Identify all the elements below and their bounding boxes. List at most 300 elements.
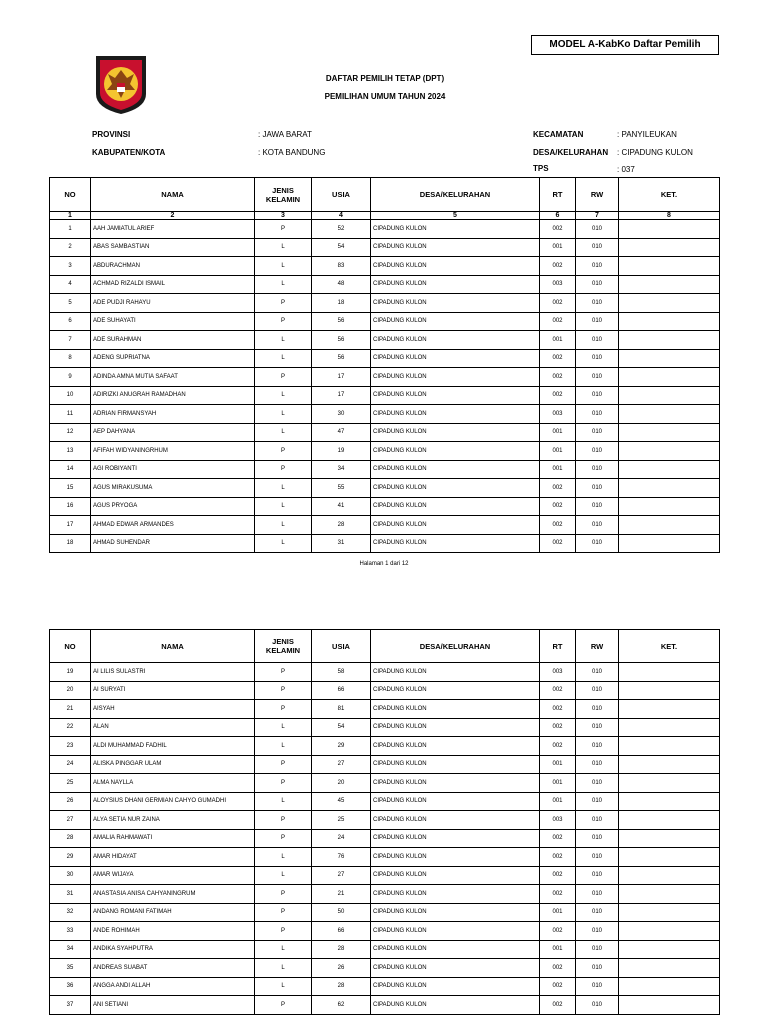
col-header-desa: DESA/KELURAHAN <box>371 630 540 663</box>
cell-ket <box>619 368 720 387</box>
cell-rw: 010 <box>576 829 619 848</box>
cell-no: 25 <box>50 774 91 793</box>
cell-rw: 010 <box>576 275 619 294</box>
cell-usia: 50 <box>312 903 371 922</box>
cell-rw: 010 <box>576 294 619 313</box>
table-row <box>50 774 720 793</box>
table-row <box>50 663 720 682</box>
cell-desa: CIPADUNG KULON <box>371 681 540 700</box>
cell-desa: CIPADUNG KULON <box>371 497 540 516</box>
cell-desa: CIPADUNG KULON <box>371 442 540 461</box>
cell-jk: P <box>255 460 312 479</box>
cell-jk: L <box>255 405 312 424</box>
cell-nama: AMAR HIDAYAT <box>91 848 255 867</box>
cell-usia: 83 <box>312 257 371 276</box>
cell-desa: CIPADUNG KULON <box>371 848 540 867</box>
cell-rt: 002 <box>540 220 576 239</box>
col-header-no: NO <box>50 178 91 212</box>
cell-desa: CIPADUNG KULON <box>371 516 540 535</box>
cell-jk: P <box>255 885 312 904</box>
cell-jk: L <box>255 349 312 368</box>
col-number: 5 <box>371 212 540 220</box>
cell-rw: 010 <box>576 755 619 774</box>
table-row <box>50 959 720 978</box>
cell-usia: 66 <box>312 922 371 941</box>
cell-rw: 010 <box>576 368 619 387</box>
table-row <box>50 866 720 885</box>
cell-rw: 010 <box>576 922 619 941</box>
cell-ket <box>619 275 720 294</box>
kpu-logo <box>90 50 152 116</box>
col-header-usia: USIA <box>312 178 371 212</box>
cell-usia: 31 <box>312 534 371 553</box>
cell-jk: P <box>255 811 312 830</box>
cell-ket <box>619 774 720 793</box>
table-row <box>50 996 720 1015</box>
table-row <box>50 331 720 350</box>
cell-rw: 010 <box>576 996 619 1015</box>
cell-desa: CIPADUNG KULON <box>371 977 540 996</box>
cell-nama: ANDE ROHIMAH <box>91 922 255 941</box>
cell-rt: 002 <box>540 497 576 516</box>
table-row <box>50 460 720 479</box>
cell-rw: 010 <box>576 423 619 442</box>
table-row <box>50 238 720 257</box>
cell-no: 8 <box>50 349 91 368</box>
cell-jk: L <box>255 275 312 294</box>
table-row <box>50 386 720 405</box>
cell-usia: 28 <box>312 516 371 535</box>
cell-rw: 010 <box>576 959 619 978</box>
cell-nama: AISYAH <box>91 700 255 719</box>
cell-ket <box>619 534 720 553</box>
cell-no: 36 <box>50 977 91 996</box>
col-header-jenis-kelamin: JENIS KELAMIN <box>255 630 312 663</box>
cell-jk: P <box>255 663 312 682</box>
cell-no: 34 <box>50 940 91 959</box>
cell-no: 10 <box>50 386 91 405</box>
cell-jk: L <box>255 238 312 257</box>
cell-ket <box>619 220 720 239</box>
col-header-ket: KET. <box>619 178 720 212</box>
cell-desa: CIPADUNG KULON <box>371 903 540 922</box>
kabkota-value: : KOTA BANDUNG <box>258 148 326 157</box>
cell-ket <box>619 885 720 904</box>
cell-desa: CIPADUNG KULON <box>371 755 540 774</box>
cell-nama: ALOYSIUS DHANI GERMIAN CAHYO GUMADHI <box>91 792 255 811</box>
cell-rw: 010 <box>576 386 619 405</box>
cell-no: 21 <box>50 700 91 719</box>
col-header-desa: DESA/KELURAHAN <box>371 178 540 212</box>
cell-rt: 002 <box>540 977 576 996</box>
cell-nama: ANGGA ANDI ALLAH <box>91 977 255 996</box>
column-number-row <box>50 212 720 220</box>
cell-ket <box>619 866 720 885</box>
cell-no: 4 <box>50 275 91 294</box>
cell-desa: CIPADUNG KULON <box>371 257 540 276</box>
cell-usia: 29 <box>312 737 371 756</box>
col-header-rw: RW <box>576 630 619 663</box>
cell-jk: L <box>255 737 312 756</box>
cell-jk: L <box>255 516 312 535</box>
cell-ket <box>619 386 720 405</box>
cell-rt: 002 <box>540 885 576 904</box>
cell-rt: 002 <box>540 681 576 700</box>
cell-jk: L <box>255 386 312 405</box>
cell-jk: L <box>255 331 312 350</box>
cell-rt: 001 <box>540 755 576 774</box>
table-row <box>50 442 720 461</box>
cell-ket <box>619 663 720 682</box>
cell-no: 9 <box>50 368 91 387</box>
cell-rt: 002 <box>540 516 576 535</box>
cell-no: 24 <box>50 755 91 774</box>
cell-no: 37 <box>50 996 91 1015</box>
cell-nama: AGI ROBIYANTI <box>91 460 255 479</box>
cell-rt: 002 <box>540 534 576 553</box>
cell-rt: 001 <box>540 792 576 811</box>
cell-jk: P <box>255 442 312 461</box>
col-number: 4 <box>312 212 371 220</box>
table-row <box>50 479 720 498</box>
cell-ket <box>619 737 720 756</box>
cell-desa: CIPADUNG KULON <box>371 885 540 904</box>
cell-rw: 010 <box>576 866 619 885</box>
cell-usia: 17 <box>312 386 371 405</box>
table-row <box>50 903 720 922</box>
cell-desa: CIPADUNG KULON <box>371 774 540 793</box>
cell-nama: AMAR WIJAYA <box>91 866 255 885</box>
cell-nama: ALISKA PINGGAR ULAM <box>91 755 255 774</box>
cell-rt: 002 <box>540 866 576 885</box>
cell-jk: L <box>255 866 312 885</box>
cell-nama: AI LILIS SULASTRI <box>91 663 255 682</box>
cell-ket <box>619 940 720 959</box>
cell-ket <box>619 516 720 535</box>
cell-nama: AFIFAH WIDYANINGRHUM <box>91 442 255 461</box>
cell-rw: 010 <box>576 497 619 516</box>
cell-usia: 24 <box>312 829 371 848</box>
cell-no: 19 <box>50 663 91 682</box>
cell-desa: CIPADUNG KULON <box>371 534 540 553</box>
cell-usia: 34 <box>312 460 371 479</box>
cell-no: 13 <box>50 442 91 461</box>
cell-ket <box>619 755 720 774</box>
cell-nama: ALMA NAYLLA <box>91 774 255 793</box>
cell-ket <box>619 331 720 350</box>
cell-rt: 002 <box>540 700 576 719</box>
cell-usia: 81 <box>312 700 371 719</box>
cell-no: 26 <box>50 792 91 811</box>
cell-jk: P <box>255 996 312 1015</box>
col-number: 8 <box>619 212 720 220</box>
table-row <box>50 848 720 867</box>
cell-ket <box>619 829 720 848</box>
cell-rt: 002 <box>540 479 576 498</box>
cell-usia: 54 <box>312 718 371 737</box>
cell-desa: CIPADUNG KULON <box>371 811 540 830</box>
cell-jk: L <box>255 959 312 978</box>
cell-no: 3 <box>50 257 91 276</box>
cell-rt: 002 <box>540 996 576 1015</box>
cell-nama: ADE SUHAYATI <box>91 312 255 331</box>
cell-desa: CIPADUNG KULON <box>371 423 540 442</box>
cell-no: 31 <box>50 885 91 904</box>
cell-desa: CIPADUNG KULON <box>371 349 540 368</box>
cell-usia: 26 <box>312 959 371 978</box>
document-title: DAFTAR PEMILIH TETAP (DPT) <box>325 74 445 83</box>
cell-rw: 010 <box>576 238 619 257</box>
cell-usia: 52 <box>312 220 371 239</box>
cell-ket <box>619 718 720 737</box>
cell-usia: 48 <box>312 275 371 294</box>
cell-nama: ADRIAN FIRMANSYAH <box>91 405 255 424</box>
cell-rt: 002 <box>540 312 576 331</box>
col-header-rt: RT <box>540 630 576 663</box>
cell-nama: AHMAD EDWAR ARMANDES <box>91 516 255 535</box>
cell-no: 1 <box>50 220 91 239</box>
col-header-usia: USIA <box>312 630 371 663</box>
cell-usia: 56 <box>312 331 371 350</box>
cell-rw: 010 <box>576 977 619 996</box>
cell-ket <box>619 442 720 461</box>
cell-rt: 002 <box>540 368 576 387</box>
cell-desa: CIPADUNG KULON <box>371 368 540 387</box>
cell-nama: ADE SURAHMAN <box>91 331 255 350</box>
cell-no: 11 <box>50 405 91 424</box>
cell-no: 7 <box>50 331 91 350</box>
cell-usia: 62 <box>312 996 371 1015</box>
cell-ket <box>619 238 720 257</box>
cell-desa: CIPADUNG KULON <box>371 238 540 257</box>
cell-desa: CIPADUNG KULON <box>371 331 540 350</box>
cell-jk: L <box>255 718 312 737</box>
cell-rt: 002 <box>540 718 576 737</box>
cell-no: 6 <box>50 312 91 331</box>
desa-value: : CIPADUNG KULON <box>617 148 693 157</box>
table-row <box>50 792 720 811</box>
cell-rt: 002 <box>540 737 576 756</box>
cell-rw: 010 <box>576 442 619 461</box>
table-row <box>50 405 720 424</box>
cell-nama: ACHMAD RIZALDI ISMAIL <box>91 275 255 294</box>
cell-desa: CIPADUNG KULON <box>371 479 540 498</box>
cell-no: 35 <box>50 959 91 978</box>
col-header-rt: RT <box>540 178 576 212</box>
cell-ket <box>619 922 720 941</box>
cell-no: 14 <box>50 460 91 479</box>
col-header-jenis-kelamin: JENIS KELAMIN <box>255 178 312 212</box>
cell-nama: AGUS MIRAKUSUMA <box>91 479 255 498</box>
cell-no: 28 <box>50 829 91 848</box>
cell-usia: 30 <box>312 405 371 424</box>
cell-nama: ALDI MUHAMMAD FADHIL <box>91 737 255 756</box>
cell-ket <box>619 405 720 424</box>
table-row <box>50 220 720 239</box>
cell-jk: L <box>255 497 312 516</box>
cell-jk: P <box>255 903 312 922</box>
col-number: 2 <box>91 212 255 220</box>
cell-desa: CIPADUNG KULON <box>371 866 540 885</box>
cell-desa: CIPADUNG KULON <box>371 940 540 959</box>
cell-rw: 010 <box>576 663 619 682</box>
table-header-row <box>50 630 720 663</box>
cell-jk: L <box>255 257 312 276</box>
cell-ket <box>619 977 720 996</box>
cell-jk: L <box>255 534 312 553</box>
cell-desa: CIPADUNG KULON <box>371 386 540 405</box>
cell-ket <box>619 349 720 368</box>
cell-rw: 010 <box>576 681 619 700</box>
cell-desa: CIPADUNG KULON <box>371 294 540 313</box>
cell-nama: AMALIA RAHMAWATI <box>91 829 255 848</box>
table-row <box>50 275 720 294</box>
cell-jk: P <box>255 294 312 313</box>
cell-rt: 002 <box>540 386 576 405</box>
table-row <box>50 423 720 442</box>
cell-ket <box>619 792 720 811</box>
cell-desa: CIPADUNG KULON <box>371 922 540 941</box>
voter-table-page-1 <box>49 177 720 553</box>
cell-rw: 010 <box>576 220 619 239</box>
table-row <box>50 681 720 700</box>
table-row <box>50 294 720 313</box>
cell-desa: CIPADUNG KULON <box>371 663 540 682</box>
cell-no: 23 <box>50 737 91 756</box>
cell-ket <box>619 460 720 479</box>
cell-usia: 28 <box>312 940 371 959</box>
table-row <box>50 885 720 904</box>
cell-jk: P <box>255 312 312 331</box>
col-header-ket: KET. <box>619 630 720 663</box>
cell-desa: CIPADUNG KULON <box>371 996 540 1015</box>
model-label: MODEL A-KabKo Daftar Pemilih <box>531 35 719 55</box>
cell-rw: 010 <box>576 811 619 830</box>
cell-ket <box>619 497 720 516</box>
cell-jk: L <box>255 423 312 442</box>
cell-ket <box>619 959 720 978</box>
cell-ket <box>619 294 720 313</box>
page-footer: Halaman 1 dari 12 <box>359 561 409 567</box>
cell-desa: CIPADUNG KULON <box>371 405 540 424</box>
cell-usia: 47 <box>312 423 371 442</box>
cell-no: 18 <box>50 534 91 553</box>
cell-desa: CIPADUNG KULON <box>371 959 540 978</box>
cell-jk: L <box>255 848 312 867</box>
tps-label: TPS <box>533 164 549 173</box>
cell-rw: 010 <box>576 737 619 756</box>
table-row <box>50 312 720 331</box>
col-header-nama: NAMA <box>91 630 255 663</box>
document-subtitle: PEMILIHAN UMUM TAHUN 2024 <box>324 92 446 101</box>
cell-no: 2 <box>50 238 91 257</box>
cell-jk: P <box>255 220 312 239</box>
cell-rw: 010 <box>576 257 619 276</box>
cell-usia: 45 <box>312 792 371 811</box>
kabkota-label: KABUPATEN/KOTA <box>92 148 166 157</box>
cell-nama: ANDIKA SYAHPUTRA <box>91 940 255 959</box>
cell-ket <box>619 700 720 719</box>
table-row <box>50 755 720 774</box>
cell-rt: 003 <box>540 275 576 294</box>
cell-usia: 55 <box>312 479 371 498</box>
cell-ket <box>619 257 720 276</box>
cell-nama: ALYA SETIA NUR ZAINA <box>91 811 255 830</box>
cell-nama: ADENG SUPRIATNA <box>91 349 255 368</box>
tps-value: : 037 <box>617 165 635 174</box>
cell-desa: CIPADUNG KULON <box>371 718 540 737</box>
cell-rw: 010 <box>576 774 619 793</box>
cell-rt: 001 <box>540 331 576 350</box>
cell-jk: L <box>255 977 312 996</box>
cell-rw: 010 <box>576 349 619 368</box>
cell-no: 33 <box>50 922 91 941</box>
cell-jk: P <box>255 922 312 941</box>
cell-rt: 001 <box>540 460 576 479</box>
table-row <box>50 516 720 535</box>
cell-usia: 66 <box>312 681 371 700</box>
cell-desa: CIPADUNG KULON <box>371 792 540 811</box>
cell-rt: 001 <box>540 940 576 959</box>
cell-rt: 002 <box>540 959 576 978</box>
table-row <box>50 737 720 756</box>
cell-usia: 27 <box>312 866 371 885</box>
cell-rw: 010 <box>576 903 619 922</box>
cell-rw: 010 <box>576 718 619 737</box>
cell-nama: ANI SETIANI <box>91 996 255 1015</box>
cell-nama: ADINDA AMNA MUTIA SAFAAT <box>91 368 255 387</box>
cell-jk: P <box>255 368 312 387</box>
cell-usia: 54 <box>312 238 371 257</box>
table-row <box>50 811 720 830</box>
cell-jk: P <box>255 681 312 700</box>
cell-desa: CIPADUNG KULON <box>371 275 540 294</box>
cell-jk: L <box>255 940 312 959</box>
cell-no: 15 <box>50 479 91 498</box>
kecamatan-value: : PANYILEUKAN <box>617 130 677 139</box>
cell-rt: 001 <box>540 238 576 257</box>
cell-nama: ABDURACHMAN <box>91 257 255 276</box>
cell-rw: 010 <box>576 534 619 553</box>
col-header-nama: NAMA <box>91 178 255 212</box>
cell-jk: L <box>255 792 312 811</box>
col-number: 3 <box>255 212 312 220</box>
cell-rt: 001 <box>540 423 576 442</box>
cell-desa: CIPADUNG KULON <box>371 220 540 239</box>
voter-table-page-2 <box>49 629 720 1015</box>
cell-rt: 002 <box>540 349 576 368</box>
cell-rw: 010 <box>576 940 619 959</box>
col-number: 1 <box>50 212 91 220</box>
cell-nama: ANASTASIA ANISA CAHYANINGRUM <box>91 885 255 904</box>
cell-jk: P <box>255 774 312 793</box>
cell-nama: AGUS PRYOGA <box>91 497 255 516</box>
cell-nama: ANDANG ROMANI FATIMAH <box>91 903 255 922</box>
table-row <box>50 922 720 941</box>
cell-no: 20 <box>50 681 91 700</box>
cell-rt: 002 <box>540 848 576 867</box>
cell-rt: 001 <box>540 903 576 922</box>
cell-nama: AEP DAHYANA <box>91 423 255 442</box>
cell-usia: 25 <box>312 811 371 830</box>
cell-nama: ABAS SAMBASTIAN <box>91 238 255 257</box>
cell-usia: 17 <box>312 368 371 387</box>
cell-rt: 002 <box>540 257 576 276</box>
cell-usia: 56 <box>312 312 371 331</box>
table-row <box>50 829 720 848</box>
cell-rt: 003 <box>540 663 576 682</box>
cell-rw: 010 <box>576 479 619 498</box>
